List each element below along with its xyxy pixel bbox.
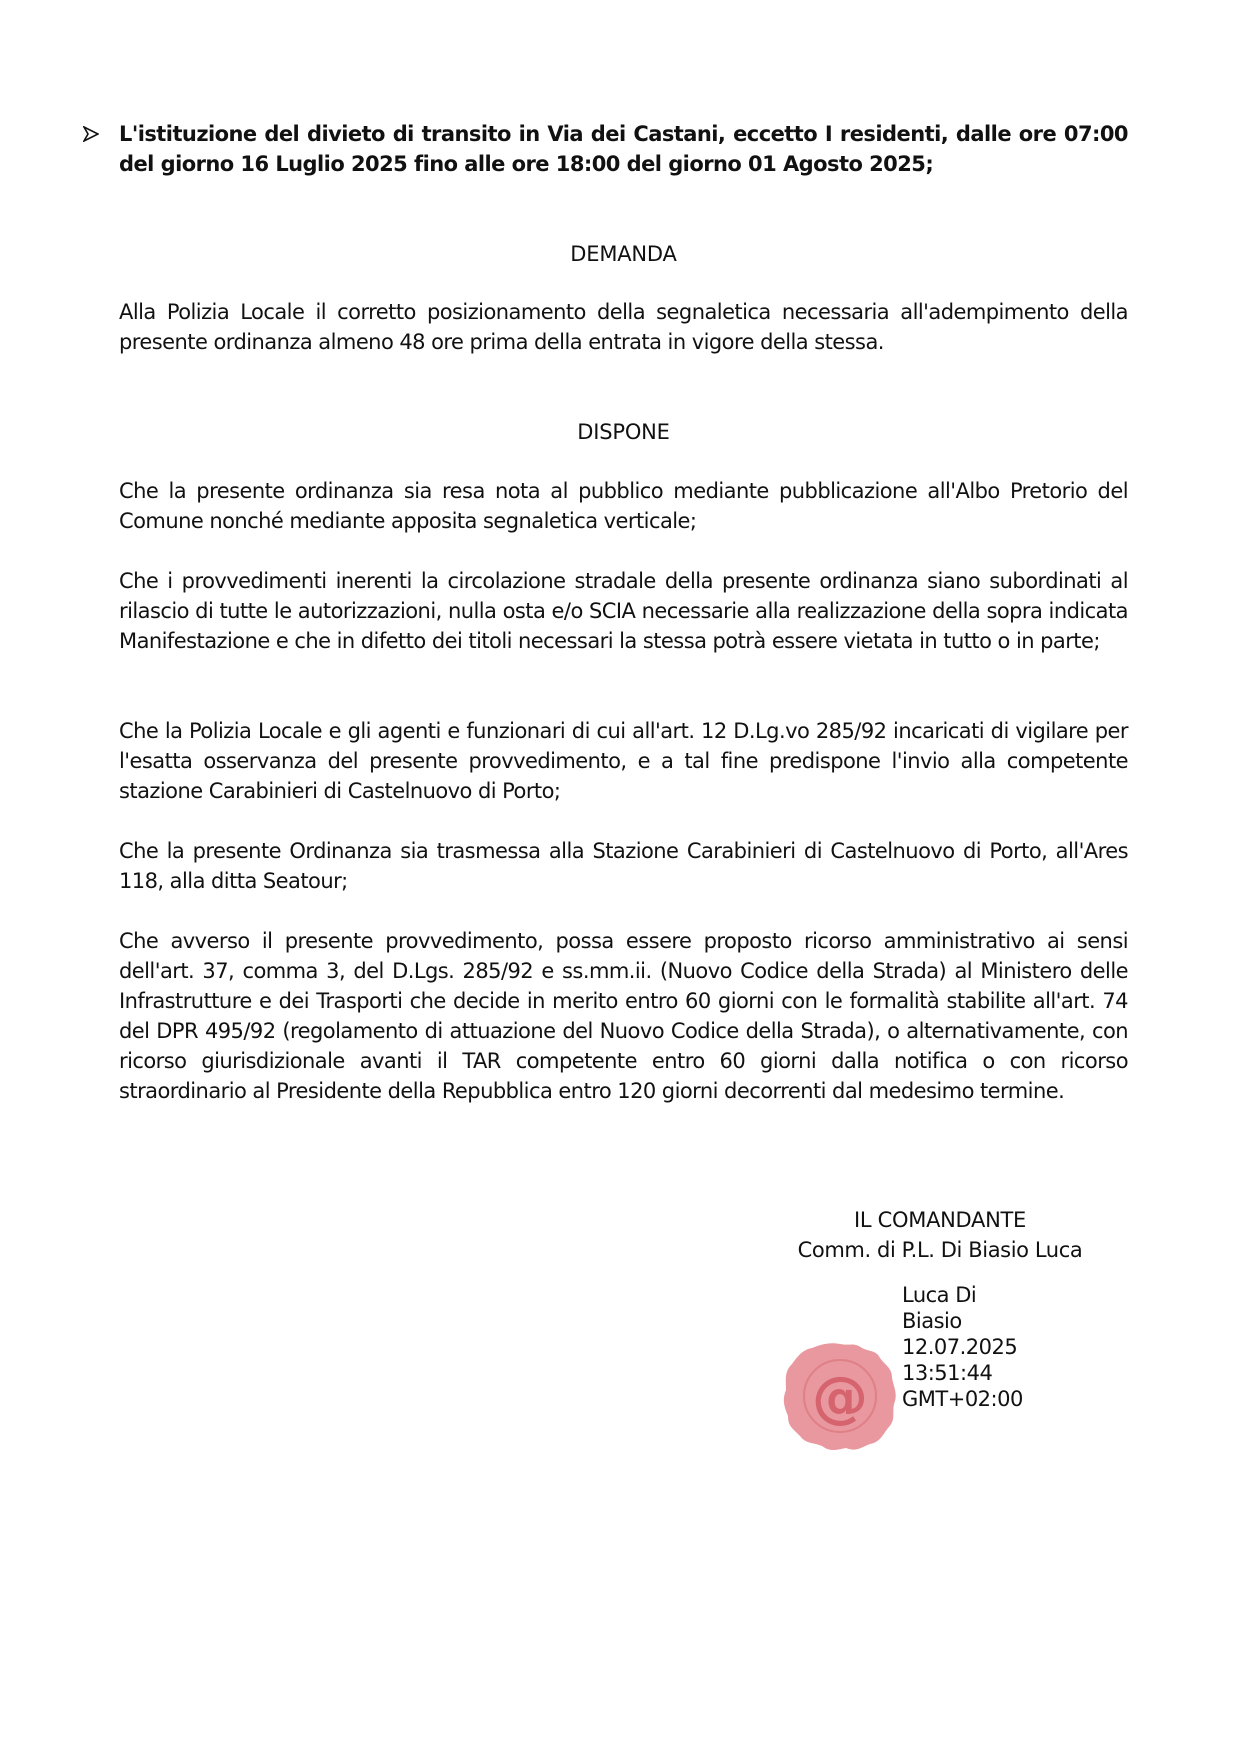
signer-line: Luca Di	[902, 1283, 977, 1307]
dispone-paragraph-5: Che avverso il presente provvedimento, possa essere proposto ricorso amministrativo ai sensi dell'art. 37, comma 3, del D.Lgs. 285/92 e ss.mm.ii. (Nuovo Codice della Strada) al Ministero delle Infrastrutture e dei Trasporti che decide in merito entro 60 giorni con le formalità stabilite all'art. 74 del DPR 495/92 (regolamento di attuazione del Nuovo Codice della Strada), o alternativamente, con ricorso giurisdizionale avanti il TAR competente entro 60 giorni dalla notifica o con ricorso straordinario al Presidente della Repubblica entro 120 giorni decorrenti dal medesimo termine.	[119, 929, 1128, 1103]
arrow-bullet-icon	[83, 119, 119, 146]
signer-line: 12.07.2025	[902, 1335, 1018, 1359]
demanda-paragraph: Alla Polizia Locale il corretto posizionamento della segnaletica necessaria all'adempimento della presente ordinanza almeno 48 ore prima della entrata in vigore della stessa.	[119, 300, 1128, 354]
dispone-paragraph-2: Che i provvedimenti inerenti la circolazione stradale della presente ordinanza siano subordinati al rilascio di tutte le autorizzazioni, nulla osta e/o SCIA necessarie alla realizzazione della sopra indicata Manifestazione e che in difetto dei titoli necessari la stessa potrà essere vietata in tutto o in parte;	[119, 569, 1128, 653]
signer-line: Biasio	[902, 1309, 962, 1333]
demanda-heading: DEMANDA	[570, 242, 677, 266]
digital-signature-seal-icon	[780, 1340, 900, 1452]
signer-line: 13:51:44	[902, 1361, 993, 1385]
dispone-paragraph-4: Che la presente Ordinanza sia trasmessa alla Stazione Carabinieri di Castelnuovo di Porto, all'Ares 118, alla ditta Seatour;	[119, 839, 1128, 893]
svg-text:@: @	[812, 1365, 868, 1430]
bullet-text: L'istituzione del divieto di transito in Via dei Castani, eccetto I residenti, dalle ore 07:00 del giorno 16 Luglio 2025 fino alle ore 18:00 del giorno 01 Agosto 2025;	[119, 122, 1128, 176]
dispone-paragraph-1: Che la presente ordinanza sia resa nota al pubblico mediante pubblicazione all'Albo Pretorio del Comune nonché mediante apposita segnaletica verticale;	[119, 479, 1128, 533]
dispone-paragraph-3: Che la Polizia Locale e gli agenti e funzionari di cui all'art. 12 D.Lg.vo 285/92 incaricati di vigilare per l'esatta osservanza del presente provvedimento, e a tal fine predispone l'invio alla competente stazione Carabinieri di Castelnuovo di Porto;	[119, 719, 1128, 803]
signer-line: GMT+02:00	[902, 1387, 1023, 1411]
signer-details	[902, 1282, 1102, 1412]
bullet-item	[83, 119, 1128, 179]
signature-name: Comm. di P.L. Di Biasio Luca	[797, 1238, 1083, 1262]
dispone-heading: DISPONE	[577, 420, 670, 444]
signature-title: IL COMANDANTE	[853, 1208, 1027, 1232]
